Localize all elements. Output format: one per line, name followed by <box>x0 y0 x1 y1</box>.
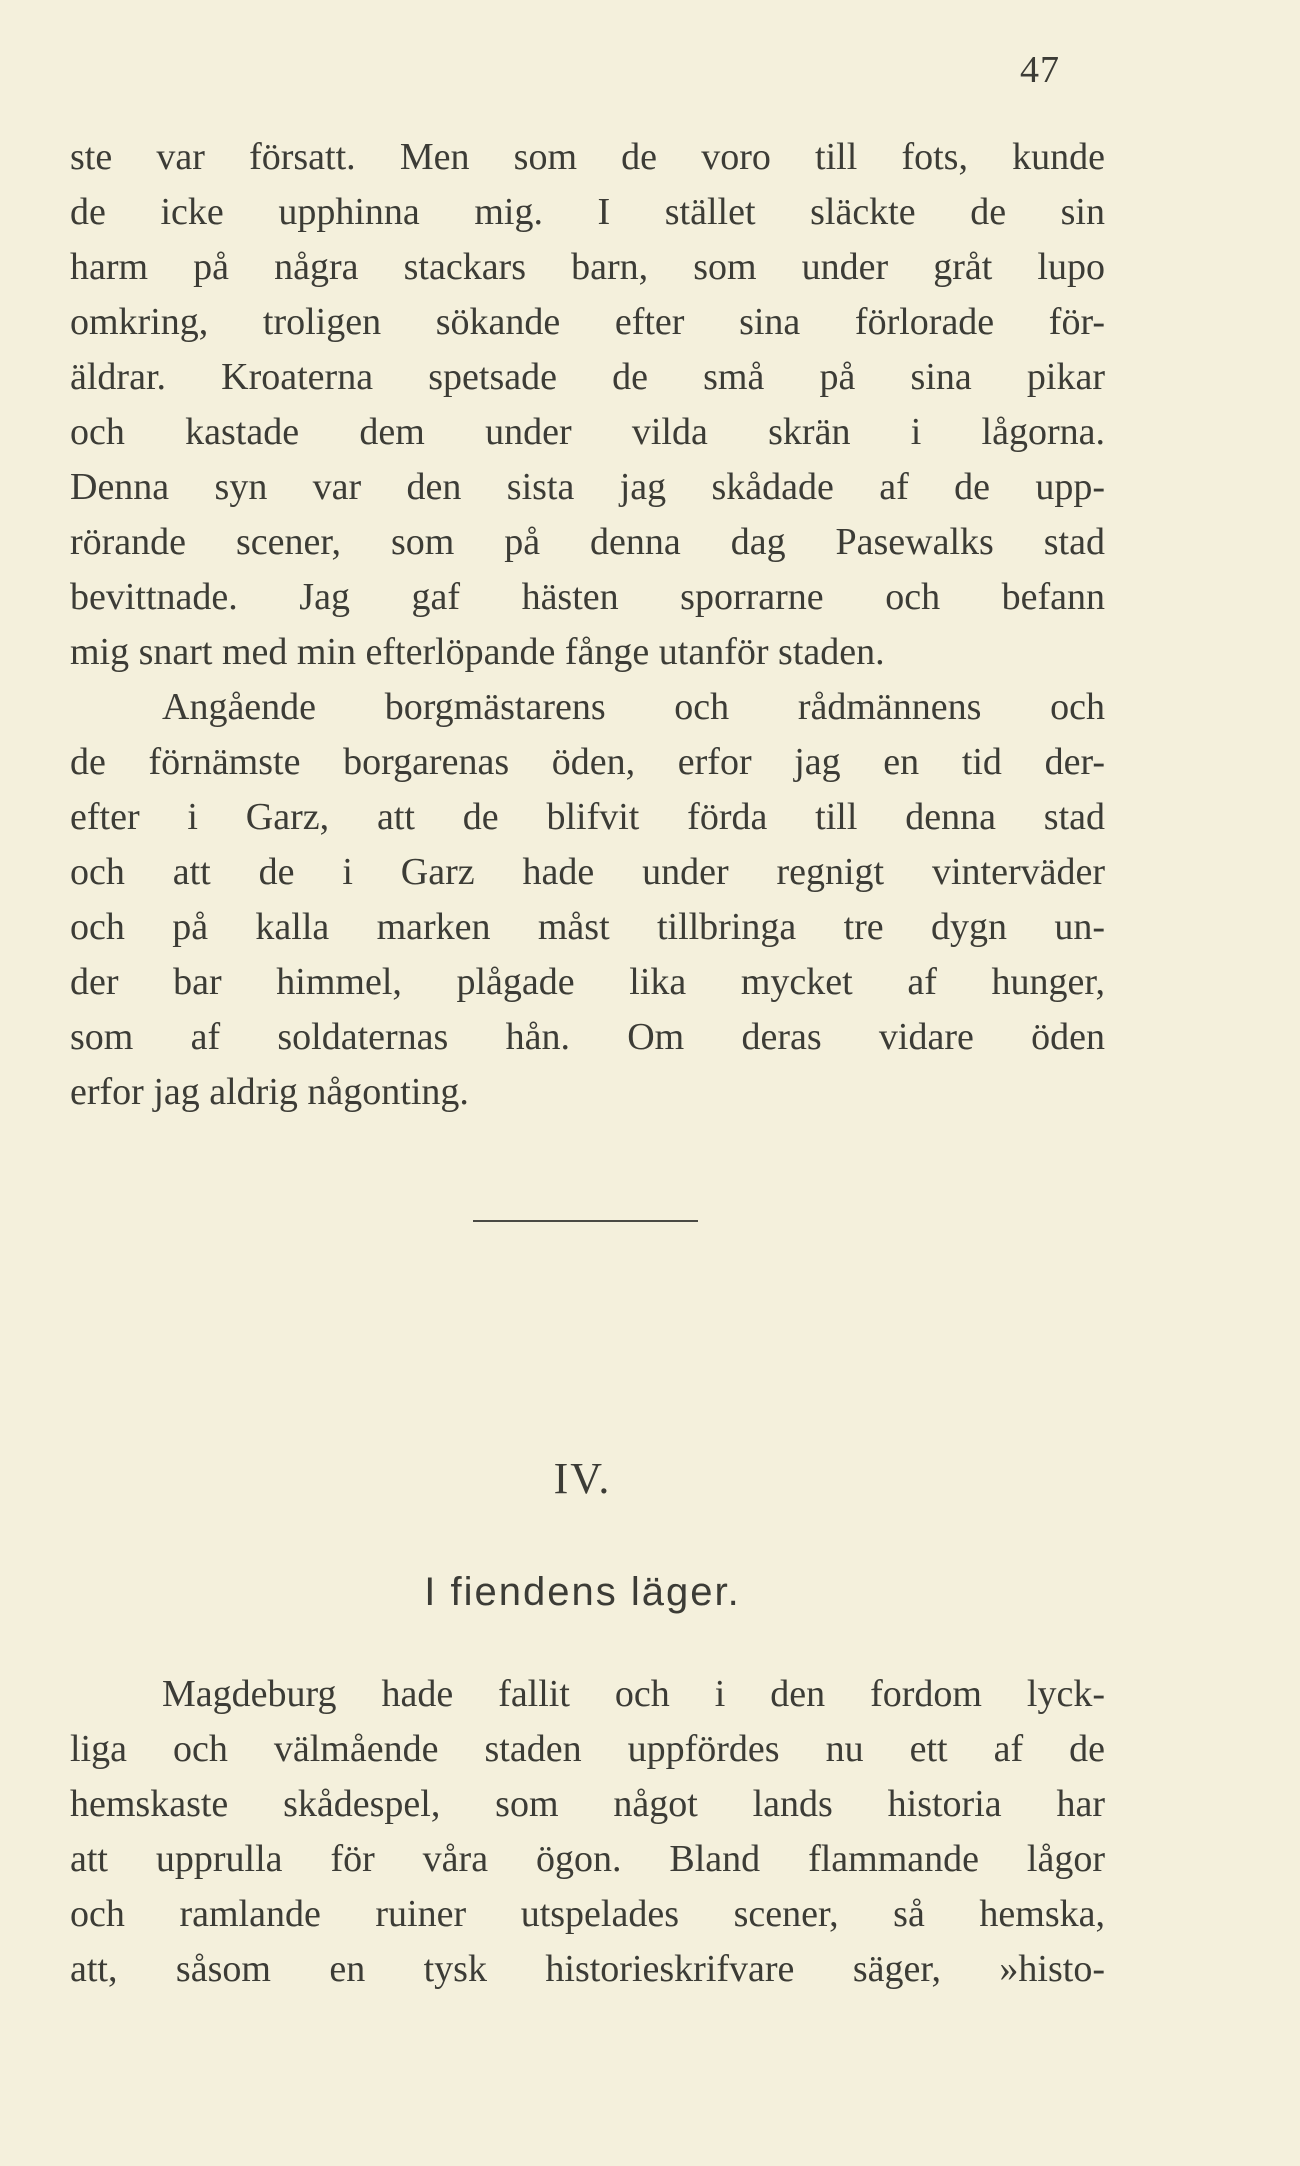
text-line: rörande scener, som på denna dag Pasewalks stad <box>70 521 1105 563</box>
text-line: att, såsom en tysk historieskrifvare säger, »histo- <box>70 1948 1105 1990</box>
text-line: och att de i Garz hade under regnigt vinterväder <box>70 851 1105 893</box>
text-line: de icke upphinna mig. I stället släckte de sin <box>70 191 1105 233</box>
section-divider <box>473 1220 698 1222</box>
text-line: omkring, troligen sökande efter sina förlorade för- <box>70 301 1105 343</box>
text-line: Denna syn var den sista jag skådade af de upp- <box>70 466 1105 508</box>
text-line: erfor jag aldrig någonting. <box>70 1071 469 1113</box>
text-line: och kastade dem under vilda skrän i lågorna. <box>70 411 1105 453</box>
text-line: de förnämste borgarenas öden, erfor jag en tid der- <box>70 741 1105 783</box>
text-line: som af soldaternas hån. Om deras vidare öden <box>70 1016 1105 1058</box>
text-line: Magdeburg hade fallit och i den fordom lyck- <box>162 1673 1105 1715</box>
text-line: bevittnade. Jag gaf hästen sporrarne och befann <box>70 576 1105 618</box>
text-line: hemskaste skådespel, som något lands historia har <box>70 1783 1105 1825</box>
chapter-title: I fiendens läger. <box>424 1570 741 1614</box>
text-line: äldrar. Kroaterna spetsade de små på sina pikar <box>70 356 1105 398</box>
text-line: Angående borgmästarens och rådmännens och <box>162 686 1105 728</box>
text-line: och ramlande ruiner utspelades scener, så hemska, <box>70 1893 1105 1935</box>
body-text-chapter-start <box>70 1667 1105 1997</box>
page-number: 47 <box>1020 49 1060 91</box>
text-line: och på kalla marken måst tillbringa tre dygn un- <box>70 906 1105 948</box>
text-line: der bar himmel, plågade lika mycket af hunger, <box>70 961 1105 1003</box>
text-line: mig snart med min efterlöpande fånge utanför staden. <box>70 631 885 673</box>
text-line: harm på några stackars barn, som under gråt lupo <box>70 246 1105 288</box>
text-line: efter i Garz, att de blifvit förda till denna stad <box>70 796 1105 838</box>
text-line: liga och välmående staden uppfördes nu ett af de <box>70 1728 1105 1770</box>
text-line: att upprulla för våra ögon. Bland flammande lågor <box>70 1838 1105 1880</box>
chapter-number: IV. <box>553 1454 612 1503</box>
text-line: ste var försatt. Men som de voro till fots, kunde <box>70 136 1105 178</box>
body-text-before-chapter <box>70 130 1105 1120</box>
